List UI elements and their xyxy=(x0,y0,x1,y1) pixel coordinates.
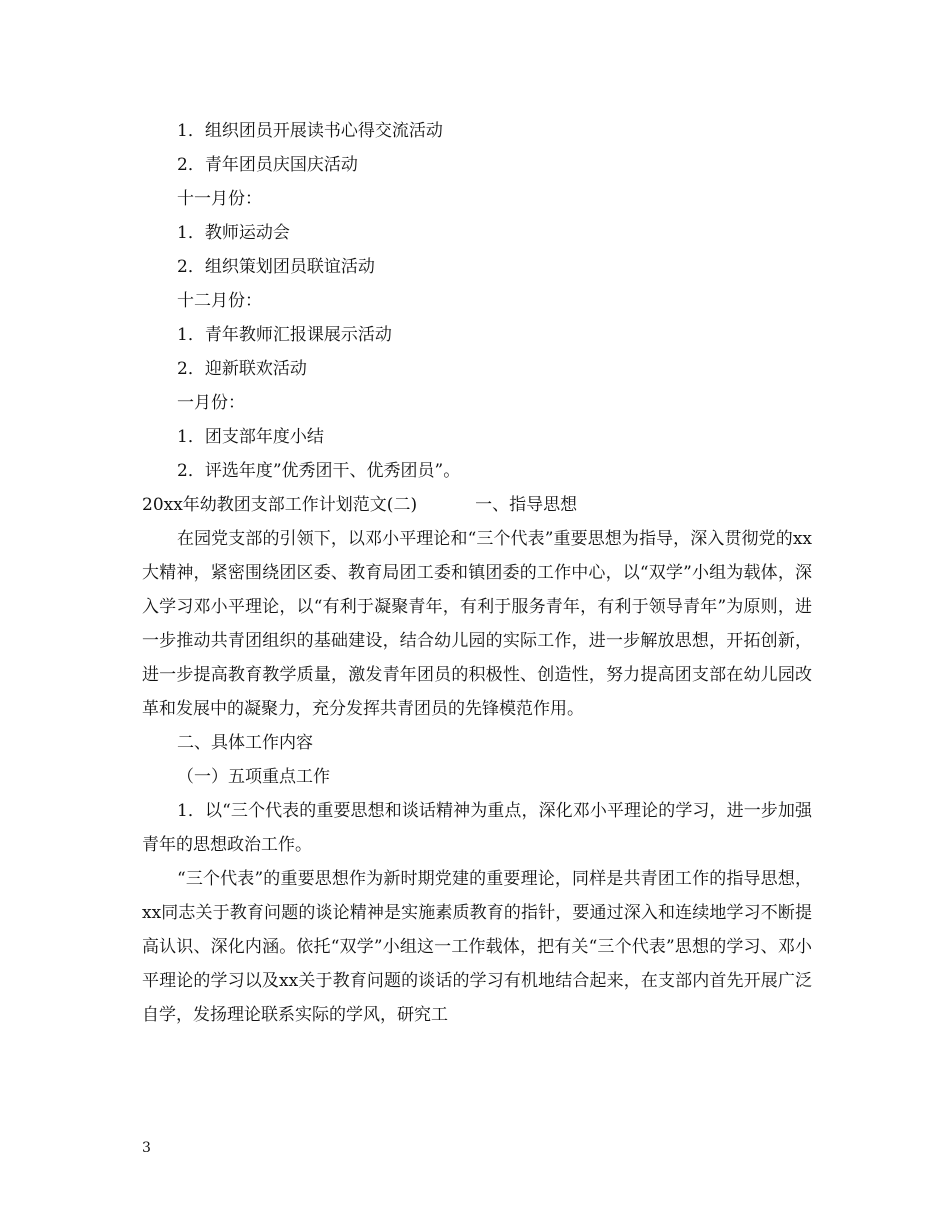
work-item-paragraph: 1．以“三个代表的重要思想和谈话精神为重点，深化邓小平理论的学习，进一步加强青年的思想政治工作。 xyxy=(142,801,812,855)
document-body xyxy=(142,114,812,1032)
page-number: 3 xyxy=(142,1140,151,1156)
october-item-2: 2．青年团员庆国庆活动 xyxy=(177,155,358,175)
three-represents-paragraph: “三个代表”的重要思想作为新时期党建的重要理论，同样是共青团工作的指导思想，xx同志关于教育问题的谈论精神是实施素质教育的指针，要通过深入和连续地学习不断提高认识、深化内涵。依托“双学”小组这一工作载体，把有关“三个代表”思想的学习、邓小平理论的学习以及xx关于教育问题的谈话的学习有机地结合起来，在支部内首先开展广泛自学，发扬理论联系实际的学风，研究工 xyxy=(142,869,812,1025)
subsection-one-heading: （一）五项重点工作 xyxy=(177,767,330,787)
november-item-1: 1．教师运动会 xyxy=(177,223,290,243)
december-heading: 十二月份： xyxy=(177,291,262,311)
january-item-2: 2．评选年度”优秀团干、优秀团员”。 xyxy=(177,461,461,481)
january-item-1: 1．团支部年度小结 xyxy=(177,427,324,447)
section-title: 20xx年幼教团支部工作计划范文(二) xyxy=(142,495,418,515)
section-one-heading: 一、指导思想 xyxy=(475,495,578,515)
section-two-heading: 二、具体工作内容 xyxy=(177,733,313,753)
january-heading: 一月份： xyxy=(177,393,245,413)
october-item-1: 1．组织团员开展读书心得交流活动 xyxy=(177,121,443,141)
november-heading: 十一月份： xyxy=(177,189,262,209)
december-item-2: 2．迎新联欢活动 xyxy=(177,359,307,379)
december-item-1: 1．青年教师汇报课展示活动 xyxy=(177,325,392,345)
november-item-2: 2．组织策划团员联谊活动 xyxy=(177,257,375,277)
section-title-line xyxy=(142,488,812,522)
guiding-thought-paragraph: 在园党支部的引领下，以邓小平理论和“三个代表”重要思想为指导，深入贯彻党的xx大精神，紧密围绕团区委、教育局团工委和镇团委的工作中心，以“双学”小组为载体，深入学习邓小平理论，以“有利于凝聚青年，有利于服务青年，有利于领导青年”为原则，进一步推动共青团组织的基础建设，结合幼儿园的实际工作，进一步解放思想，开拓创新，进一步提高教育教学质量，激发青年团员的积极性、创造性，努力提高团支部在幼儿园改革和发展中的凝聚力，充分发挥共青团员的先锋模范作用。 xyxy=(142,529,812,719)
